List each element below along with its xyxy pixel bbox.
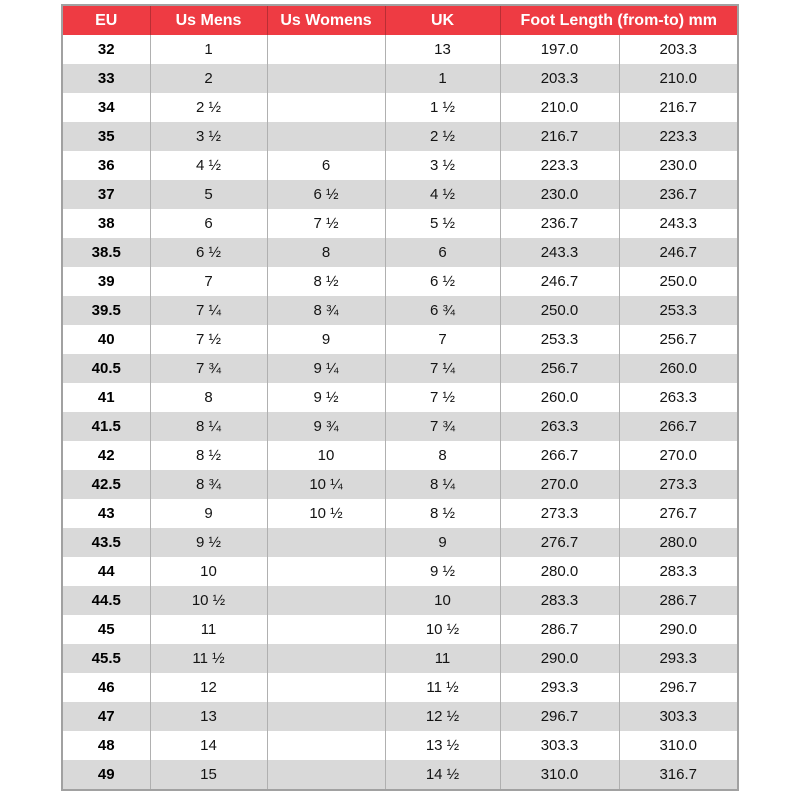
cell-us-womens xyxy=(267,673,385,702)
cell-eu: 45.5 xyxy=(62,644,150,673)
cell-uk: 7 ½ xyxy=(385,383,500,412)
cell-us-mens: 8 xyxy=(150,383,267,412)
cell-foot-from: 280.0 xyxy=(500,557,619,586)
cell-foot-from: 310.0 xyxy=(500,760,619,790)
table-row xyxy=(62,325,738,354)
cell-us-mens: 10 ½ xyxy=(150,586,267,615)
table-row xyxy=(62,702,738,731)
cell-us-womens xyxy=(267,93,385,122)
cell-us-mens: 13 xyxy=(150,702,267,731)
cell-eu: 40.5 xyxy=(62,354,150,383)
cell-foot-to: 246.7 xyxy=(619,238,738,267)
cell-foot-from: 216.7 xyxy=(500,122,619,151)
cell-foot-from: 270.0 xyxy=(500,470,619,499)
cell-foot-from: 303.3 xyxy=(500,731,619,760)
cell-us-mens: 7 ½ xyxy=(150,325,267,354)
cell-eu: 40 xyxy=(62,325,150,354)
cell-us-womens: 10 xyxy=(267,441,385,470)
cell-foot-to: 303.3 xyxy=(619,702,738,731)
cell-foot-to: 310.0 xyxy=(619,731,738,760)
cell-foot-to: 203.3 xyxy=(619,35,738,64)
table-row xyxy=(62,644,738,673)
cell-eu: 43 xyxy=(62,499,150,528)
cell-foot-to: 276.7 xyxy=(619,499,738,528)
cell-foot-to: 270.0 xyxy=(619,441,738,470)
cell-eu: 37 xyxy=(62,180,150,209)
cell-us-womens: 9 ¼ xyxy=(267,354,385,383)
cell-uk: 9 xyxy=(385,528,500,557)
cell-eu: 34 xyxy=(62,93,150,122)
cell-us-womens xyxy=(267,644,385,673)
cell-us-womens xyxy=(267,35,385,64)
cell-uk: 10 xyxy=(385,586,500,615)
cell-uk: 2 ½ xyxy=(385,122,500,151)
table-row xyxy=(62,238,738,267)
cell-uk: 6 xyxy=(385,238,500,267)
cell-foot-from: 246.7 xyxy=(500,267,619,296)
col-header-us-mens: Us Mens xyxy=(150,5,267,35)
cell-us-womens xyxy=(267,702,385,731)
table-row xyxy=(62,354,738,383)
cell-eu: 38.5 xyxy=(62,238,150,267)
cell-foot-from: 243.3 xyxy=(500,238,619,267)
cell-foot-from: 197.0 xyxy=(500,35,619,64)
table-row xyxy=(62,296,738,325)
cell-us-mens: 9 ½ xyxy=(150,528,267,557)
table-row xyxy=(62,180,738,209)
cell-foot-to: 230.0 xyxy=(619,151,738,180)
cell-foot-to: 266.7 xyxy=(619,412,738,441)
table-row xyxy=(62,122,738,151)
cell-us-womens: 9 xyxy=(267,325,385,354)
cell-uk: 9 ½ xyxy=(385,557,500,586)
cell-foot-to: 286.7 xyxy=(619,586,738,615)
cell-foot-from: 223.3 xyxy=(500,151,619,180)
cell-foot-to: 283.3 xyxy=(619,557,738,586)
cell-us-womens: 10 ½ xyxy=(267,499,385,528)
cell-eu: 38 xyxy=(62,209,150,238)
table-row xyxy=(62,267,738,296)
cell-us-mens: 7 xyxy=(150,267,267,296)
cell-foot-from: 210.0 xyxy=(500,93,619,122)
col-header-foot-length: Foot Length (from-to) mm xyxy=(500,5,738,35)
cell-us-womens: 10 ¼ xyxy=(267,470,385,499)
cell-uk: 4 ½ xyxy=(385,180,500,209)
cell-foot-from: 293.3 xyxy=(500,673,619,702)
cell-foot-to: 236.7 xyxy=(619,180,738,209)
table-row xyxy=(62,731,738,760)
cell-foot-to: 260.0 xyxy=(619,354,738,383)
cell-us-mens: 8 ¾ xyxy=(150,470,267,499)
cell-eu: 36 xyxy=(62,151,150,180)
table-row xyxy=(62,673,738,702)
cell-foot-to: 253.3 xyxy=(619,296,738,325)
cell-us-mens: 11 ½ xyxy=(150,644,267,673)
cell-us-womens xyxy=(267,586,385,615)
cell-eu: 45 xyxy=(62,615,150,644)
cell-foot-from: 273.3 xyxy=(500,499,619,528)
table-row xyxy=(62,151,738,180)
cell-foot-from: 263.3 xyxy=(500,412,619,441)
cell-eu: 49 xyxy=(62,760,150,790)
cell-eu: 44 xyxy=(62,557,150,586)
cell-foot-from: 260.0 xyxy=(500,383,619,412)
cell-foot-to: 316.7 xyxy=(619,760,738,790)
cell-us-mens: 11 xyxy=(150,615,267,644)
cell-foot-to: 243.3 xyxy=(619,209,738,238)
table-row xyxy=(62,35,738,64)
cell-us-mens: 9 xyxy=(150,499,267,528)
cell-us-mens: 10 xyxy=(150,557,267,586)
cell-foot-to: 216.7 xyxy=(619,93,738,122)
cell-foot-to: 223.3 xyxy=(619,122,738,151)
cell-us-womens xyxy=(267,615,385,644)
cell-us-mens: 14 xyxy=(150,731,267,760)
cell-foot-from: 203.3 xyxy=(500,64,619,93)
table-row xyxy=(62,209,738,238)
cell-foot-to: 256.7 xyxy=(619,325,738,354)
cell-us-mens: 8 ¼ xyxy=(150,412,267,441)
cell-uk: 11 ½ xyxy=(385,673,500,702)
cell-us-womens: 6 xyxy=(267,151,385,180)
cell-uk: 6 ¾ xyxy=(385,296,500,325)
cell-uk: 6 ½ xyxy=(385,267,500,296)
cell-foot-from: 230.0 xyxy=(500,180,619,209)
cell-foot-from: 250.0 xyxy=(500,296,619,325)
col-header-eu: EU xyxy=(62,5,150,35)
cell-eu: 32 xyxy=(62,35,150,64)
cell-foot-from: 283.3 xyxy=(500,586,619,615)
cell-us-womens: 9 ½ xyxy=(267,383,385,412)
cell-foot-to: 280.0 xyxy=(619,528,738,557)
cell-uk: 13 ½ xyxy=(385,731,500,760)
cell-us-womens: 8 ½ xyxy=(267,267,385,296)
cell-eu: 42.5 xyxy=(62,470,150,499)
cell-uk: 3 ½ xyxy=(385,151,500,180)
cell-eu: 35 xyxy=(62,122,150,151)
cell-uk: 14 ½ xyxy=(385,760,500,790)
shoe-size-conversion-table xyxy=(61,4,739,791)
cell-foot-to: 263.3 xyxy=(619,383,738,412)
cell-eu: 42 xyxy=(62,441,150,470)
cell-us-womens xyxy=(267,122,385,151)
cell-eu: 39 xyxy=(62,267,150,296)
cell-us-mens: 7 ¼ xyxy=(150,296,267,325)
table-row xyxy=(62,499,738,528)
cell-us-womens xyxy=(267,64,385,93)
cell-uk: 12 ½ xyxy=(385,702,500,731)
cell-foot-from: 276.7 xyxy=(500,528,619,557)
cell-uk: 8 ½ xyxy=(385,499,500,528)
cell-eu: 41 xyxy=(62,383,150,412)
table-row xyxy=(62,64,738,93)
cell-us-womens: 8 ¾ xyxy=(267,296,385,325)
cell-uk: 7 ¾ xyxy=(385,412,500,441)
cell-uk: 1 xyxy=(385,64,500,93)
cell-uk: 1 ½ xyxy=(385,93,500,122)
table-body xyxy=(62,35,738,790)
cell-foot-from: 253.3 xyxy=(500,325,619,354)
cell-us-mens: 5 xyxy=(150,180,267,209)
cell-uk: 13 xyxy=(385,35,500,64)
cell-uk: 7 xyxy=(385,325,500,354)
cell-us-mens: 2 ½ xyxy=(150,93,267,122)
col-header-us-womens: Us Womens xyxy=(267,5,385,35)
cell-us-mens: 15 xyxy=(150,760,267,790)
cell-uk: 7 ¼ xyxy=(385,354,500,383)
cell-foot-from: 290.0 xyxy=(500,644,619,673)
cell-foot-from: 266.7 xyxy=(500,441,619,470)
cell-us-mens: 3 ½ xyxy=(150,122,267,151)
table-row xyxy=(62,528,738,557)
cell-foot-to: 250.0 xyxy=(619,267,738,296)
cell-us-womens xyxy=(267,760,385,790)
header-row xyxy=(62,5,738,35)
cell-foot-to: 273.3 xyxy=(619,470,738,499)
cell-eu: 33 xyxy=(62,64,150,93)
cell-foot-to: 296.7 xyxy=(619,673,738,702)
cell-eu: 39.5 xyxy=(62,296,150,325)
cell-us-womens xyxy=(267,557,385,586)
table-row xyxy=(62,470,738,499)
cell-us-womens: 7 ½ xyxy=(267,209,385,238)
table-row xyxy=(62,412,738,441)
cell-foot-to: 293.3 xyxy=(619,644,738,673)
cell-eu: 46 xyxy=(62,673,150,702)
cell-foot-from: 236.7 xyxy=(500,209,619,238)
cell-uk: 8 xyxy=(385,441,500,470)
cell-eu: 47 xyxy=(62,702,150,731)
cell-uk: 5 ½ xyxy=(385,209,500,238)
cell-us-mens: 12 xyxy=(150,673,267,702)
cell-us-mens: 8 ½ xyxy=(150,441,267,470)
cell-us-womens: 8 xyxy=(267,238,385,267)
table-row xyxy=(62,557,738,586)
cell-foot-from: 256.7 xyxy=(500,354,619,383)
table-row xyxy=(62,586,738,615)
cell-foot-from: 296.7 xyxy=(500,702,619,731)
cell-eu: 43.5 xyxy=(62,528,150,557)
cell-uk: 11 xyxy=(385,644,500,673)
table-row xyxy=(62,760,738,790)
cell-eu: 48 xyxy=(62,731,150,760)
col-header-uk: UK xyxy=(385,5,500,35)
cell-us-mens: 4 ½ xyxy=(150,151,267,180)
table-row xyxy=(62,383,738,412)
cell-us-womens xyxy=(267,528,385,557)
cell-foot-to: 290.0 xyxy=(619,615,738,644)
table-row xyxy=(62,441,738,470)
table-row xyxy=(62,93,738,122)
cell-eu: 41.5 xyxy=(62,412,150,441)
cell-eu: 44.5 xyxy=(62,586,150,615)
cell-foot-from: 286.7 xyxy=(500,615,619,644)
cell-us-mens: 1 xyxy=(150,35,267,64)
cell-us-womens: 6 ½ xyxy=(267,180,385,209)
cell-foot-to: 210.0 xyxy=(619,64,738,93)
cell-us-mens: 6 ½ xyxy=(150,238,267,267)
cell-uk: 8 ¼ xyxy=(385,470,500,499)
cell-us-mens: 2 xyxy=(150,64,267,93)
cell-us-mens: 6 xyxy=(150,209,267,238)
cell-us-womens: 9 ¾ xyxy=(267,412,385,441)
cell-us-womens xyxy=(267,731,385,760)
cell-uk: 10 ½ xyxy=(385,615,500,644)
table-row xyxy=(62,615,738,644)
cell-us-mens: 7 ¾ xyxy=(150,354,267,383)
